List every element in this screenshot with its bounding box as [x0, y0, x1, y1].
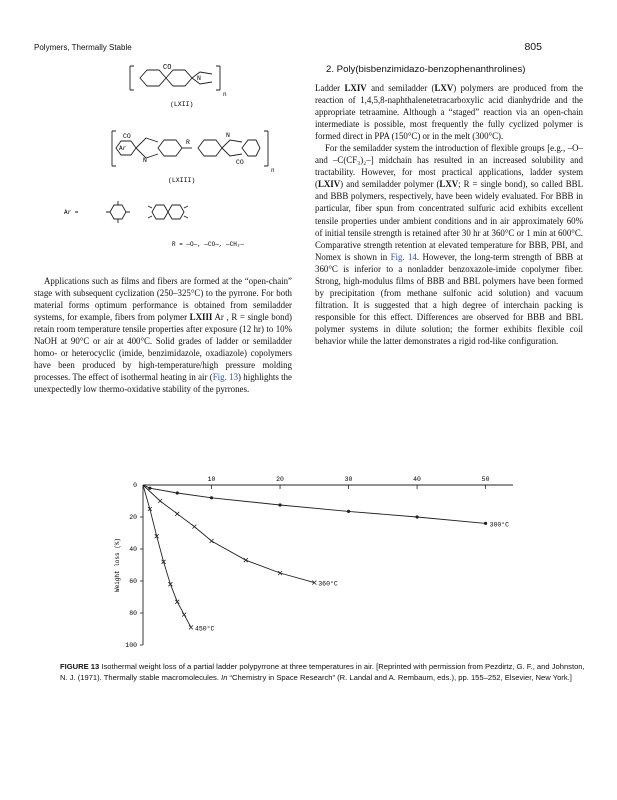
data-point	[484, 522, 487, 525]
n-atom-2: N	[143, 157, 147, 164]
y-tick-label: 0	[133, 482, 137, 489]
y-tick-label: 100	[125, 642, 137, 649]
series-label: 450°C	[194, 625, 215, 633]
data-point	[415, 515, 418, 518]
x-tick-label: 10	[207, 476, 216, 483]
data-point	[347, 510, 350, 513]
figure-caption: FIGURE 13 Isothermal weight loss of a partial ladder polypyrrone at three temperatures in air. [Reprinted with permission from Pezdirtz, G. F., and Johnston, N. J. (1971). Thermally stable macromolecules. In “Chemistry in Space Research” (R. Landal and A. Rembaum, eds.), pp. 155–252, Elsevier, New York.]	[60, 662, 585, 682]
chemical-structures	[60, 58, 300, 258]
left-column-text	[34, 275, 292, 395]
right-paragraph-1: Ladder LXIV and semiladder (LXV) polymers are produced from the reaction of 1,4,5,8-naphthalenetetracarboxylic acid dianhydride and the appropriate tetraamine. Although a “staged” reaction via an open-chain intermediate is possible, most frequently the fully cyclized polymer is formed direct in PPA (150°C) or in the melt (300°C).	[315, 83, 583, 142]
data-point	[148, 487, 151, 490]
data-point	[175, 600, 179, 604]
data-point	[244, 558, 248, 562]
fig-14-link[interactable]: Fig. 14	[390, 251, 417, 262]
ar-definition: Ar =	[64, 209, 79, 216]
x-tick-label: 20	[276, 476, 284, 483]
series-label: 300°C	[489, 521, 510, 529]
y-tick-label: 40	[129, 546, 137, 553]
co-label-3: CO	[236, 159, 244, 166]
data-point	[158, 499, 162, 503]
data-point	[278, 503, 281, 506]
data-point	[210, 539, 214, 543]
r-label: R	[186, 139, 190, 146]
structure-label-lxiii: (LXIII)	[168, 177, 196, 184]
y-axis-label: Weight loss (%)	[114, 537, 121, 593]
data-point	[176, 491, 179, 494]
section-heading: 2. Poly(bisbenzimidazo-benzophenanthrolines)	[326, 64, 526, 75]
left-paragraph: Applications such as films and fibers are formed at the “open-chain” stage with subsequent cyclization (250–325°C) to the pyrrone. For both material forms optimum performance is obtained from semiladder systems, for example, fibers from polymer LXIII Ar , R = single bond) retain room temperature tensile properties after exposure (12 hr) to 10% NaOH at 90°C or air at 400°C. Solid grades of ladder or semiladder homo- or heterocyclic (imide, benzimidazole, oxadiazole) copolymers have been produced by high-temperature/high pressure molding processes. The effect of isothermal heating in air (Fig. 13) highlights the unexpectedly low thermo-oxidative stability of the pyrrones.	[34, 276, 292, 395]
structure-label-lxii: (LXII)	[170, 101, 194, 108]
data-point	[182, 613, 186, 617]
co-label-1: CO	[163, 64, 172, 72]
y-tick-label: 80	[129, 610, 137, 617]
subscript-n-1: n	[223, 91, 227, 98]
data-point	[175, 512, 179, 516]
caption-label: FIGURE 13	[60, 662, 100, 671]
weight-loss-chart	[105, 470, 525, 660]
series-line	[143, 485, 486, 523]
data-point	[210, 496, 213, 499]
r-definition: R = —O—, —CO—, —CH₂—	[172, 241, 245, 248]
x-tick-label: 30	[344, 476, 353, 483]
right-paragraph-2: For the semiladder system the introduction of flexible groups [e.g., –O– and –C(CF₃)₂–] midchain has resulted in an increased solubility and tractability. However, for most practical applications, ladder system (LXIV) and semiladder polymer (LXV; R = single bond), so called BBL and BBB polymers, respectively, have been widely evaluated. For BBB in particular, fiber spun from concentrated sulfuric acid exhibits excellent tensile properties under ambient conditions and in air approximately 60% of initial tensile strength is retained after 30 hr at 360°C or 1 min at 600°C. Comparative strength retention at elevated temperature for BBB, PBI, and Nomex is shown in Fig. 14. However, the long-term strength of BBB at 360°C is inferior to a nonladder benzoxazole-imide copolymer fiber. Strong, high-modulus films of BBB and BBL polymers have been formed by precipitation (from methane sulfonic acid solution) and vacuum filtration. It is suggested that a high degree of interchain packing is responsible for this effect. Differences are observed for BBB and BBL polymer systems in dilute solution; the former exhibits flexible coil behavior while the latter demonstrates a rigid rod-like configuration.	[315, 143, 583, 346]
data-point	[192, 525, 196, 529]
n-atom-3: N	[226, 132, 230, 139]
subscript-n-2: n	[271, 167, 275, 174]
right-column-text	[315, 82, 583, 347]
series-label: 360°C	[318, 580, 338, 588]
x-tick-label: 40	[413, 476, 421, 483]
ar-label: Ar	[119, 145, 127, 152]
y-tick-label: 20	[129, 514, 137, 521]
y-tick-label: 60	[129, 578, 137, 585]
n-atom-1: N	[197, 75, 201, 82]
x-tick-label: 50	[481, 476, 490, 483]
co-label-2: CO	[123, 133, 131, 140]
page-number: 805	[524, 41, 542, 53]
running-title: Polymers, Thermally Stable	[34, 43, 132, 52]
data-point	[189, 625, 193, 629]
fig-13-link[interactable]: Fig. 13	[212, 372, 239, 383]
